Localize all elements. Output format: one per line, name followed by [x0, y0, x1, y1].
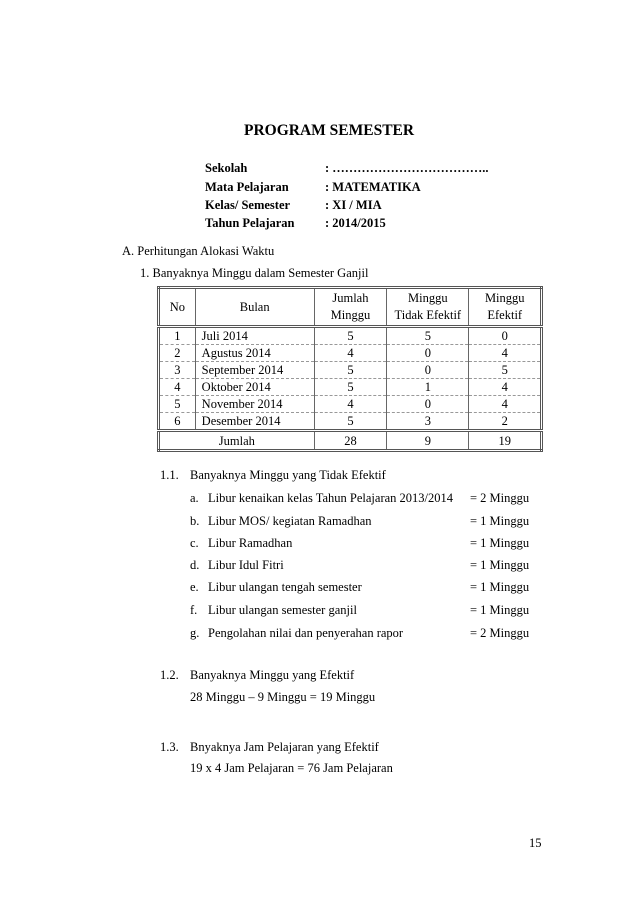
item-value: = 1 Minggu [470, 558, 530, 572]
table-row [159, 396, 542, 413]
cell-no: 4 [159, 379, 196, 396]
item-text: Libur ulangan semester ganjil [208, 603, 357, 617]
cell-tidak-efektif: 1 [387, 379, 469, 396]
sub-1-3-number: 1.3. [160, 740, 179, 754]
meta-value-mapel: : MATEMATIKA [325, 180, 421, 194]
sub-1-2-number: 1.2. [160, 668, 179, 682]
cell-jumlah: 5 [314, 327, 386, 345]
cell-efektif: 4 [469, 345, 542, 362]
cell-total-tidak-efektif: 9 [387, 431, 469, 451]
table-row [159, 362, 542, 379]
cell-efektif: 5 [469, 362, 542, 379]
item-value: = 1 Minggu [470, 536, 530, 550]
sub-1-3-text: 19 x 4 Jam Pelajaran = 76 Jam Pelajaran [190, 761, 393, 775]
cell-tidak-efektif: 0 [387, 362, 469, 379]
allocation-table [157, 286, 543, 452]
item-value: = 1 Minggu [470, 514, 530, 528]
item-letter: g. [190, 626, 200, 640]
item-letter: b. [190, 514, 200, 528]
item-value: = 2 Minggu [470, 626, 530, 640]
table-footer-row [159, 431, 542, 451]
sub-1-3-title: Bnyaknya Jam Pelajaran yang Efektif [190, 740, 379, 754]
cell-bulan: Desember 2014 [195, 413, 314, 431]
cell-bulan: September 2014 [195, 362, 314, 379]
table-header-row [159, 288, 542, 327]
table-row [159, 345, 542, 362]
cell-no: 2 [159, 345, 196, 362]
cell-total-label: Jumlah [159, 431, 315, 451]
cell-jumlah: 5 [314, 362, 386, 379]
sub-1-1-number: 1.1. [160, 468, 179, 482]
meta-label-kelas: Kelas/ Semester [205, 198, 291, 212]
cell-total-jumlah: 28 [314, 431, 386, 451]
cell-efektif: 2 [469, 413, 542, 431]
cell-bulan: Agustus 2014 [195, 345, 314, 362]
item-text: Libur MOS/ kegiatan Ramadhan [208, 514, 372, 528]
cell-jumlah: 4 [314, 345, 386, 362]
cell-bulan: November 2014 [195, 396, 314, 413]
item-letter: c. [190, 536, 199, 550]
sub-1-1-title: Banyaknya Minggu yang Tidak Efektif [190, 468, 386, 482]
cell-tidak-efektif: 0 [387, 345, 469, 362]
item-letter: a. [190, 491, 199, 505]
cell-bulan: Oktober 2014 [195, 379, 314, 396]
cell-tidak-efektif: 5 [387, 327, 469, 345]
cell-jumlah: 4 [314, 396, 386, 413]
meta-value-sekolah: : ……………………………….. [325, 161, 489, 175]
item-text: Libur Ramadhan [208, 536, 293, 550]
item-value: = 2 Minggu [470, 491, 530, 505]
col-header-efektif: Minggu Efektif [469, 288, 542, 327]
meta-label-mapel: Mata Pelajaran [205, 180, 289, 194]
cell-tidak-efektif: 3 [387, 413, 469, 431]
sub-1-2-text: 28 Minggu – 9 Minggu = 19 Minggu [190, 690, 376, 704]
cell-efektif: 4 [469, 396, 542, 413]
sub-1-2-title: Banyaknya Minggu yang Efektif [190, 668, 355, 682]
meta-value-tahun: : 2014/2015 [325, 216, 386, 230]
item-text: Pengolahan nilai dan penyerahan rapor [208, 626, 404, 640]
section-a-heading: A. Perhitungan Alokasi Waktu [122, 244, 275, 258]
item-letter: e. [190, 580, 199, 594]
page-number: 15 [529, 836, 542, 850]
col-header-jumlah-minggu: Jumlah Minggu [314, 288, 386, 327]
item-value: = 1 Minggu [470, 603, 530, 617]
col-header-no: No [159, 288, 196, 327]
meta-label-tahun: Tahun Pelajaran [205, 216, 295, 230]
col-header-bulan: Bulan [195, 288, 314, 327]
cell-tidak-efektif: 0 [387, 396, 469, 413]
item-value: = 1 Minggu [470, 580, 530, 594]
item-text: Libur Idul Fitri [208, 558, 284, 572]
cell-no: 1 [159, 327, 196, 345]
section-1-heading: 1. Banyaknya Minggu dalam Semester Ganjil [140, 266, 369, 280]
table-row [159, 413, 542, 431]
item-text: Libur kenaikan kelas Tahun Pelajaran 2013/2014 [208, 491, 454, 505]
cell-total-efektif: 19 [469, 431, 542, 451]
cell-no: 3 [159, 362, 196, 379]
cell-efektif: 4 [469, 379, 542, 396]
cell-no: 6 [159, 413, 196, 431]
table-row [159, 379, 542, 396]
item-letter: d. [190, 558, 200, 572]
col-header-tidak-efektif: Minggu Tidak Efektif [387, 288, 469, 327]
cell-no: 5 [159, 396, 196, 413]
cell-jumlah: 5 [314, 379, 386, 396]
cell-jumlah: 5 [314, 413, 386, 431]
meta-value-kelas: : XI / MIA [325, 198, 382, 212]
item-text: Libur ulangan tengah semester [208, 580, 362, 594]
table-row [159, 327, 542, 345]
meta-label-sekolah: Sekolah [205, 161, 248, 175]
cell-efektif: 0 [469, 327, 542, 345]
item-letter: f. [190, 603, 198, 617]
cell-bulan: Juli 2014 [195, 327, 314, 345]
